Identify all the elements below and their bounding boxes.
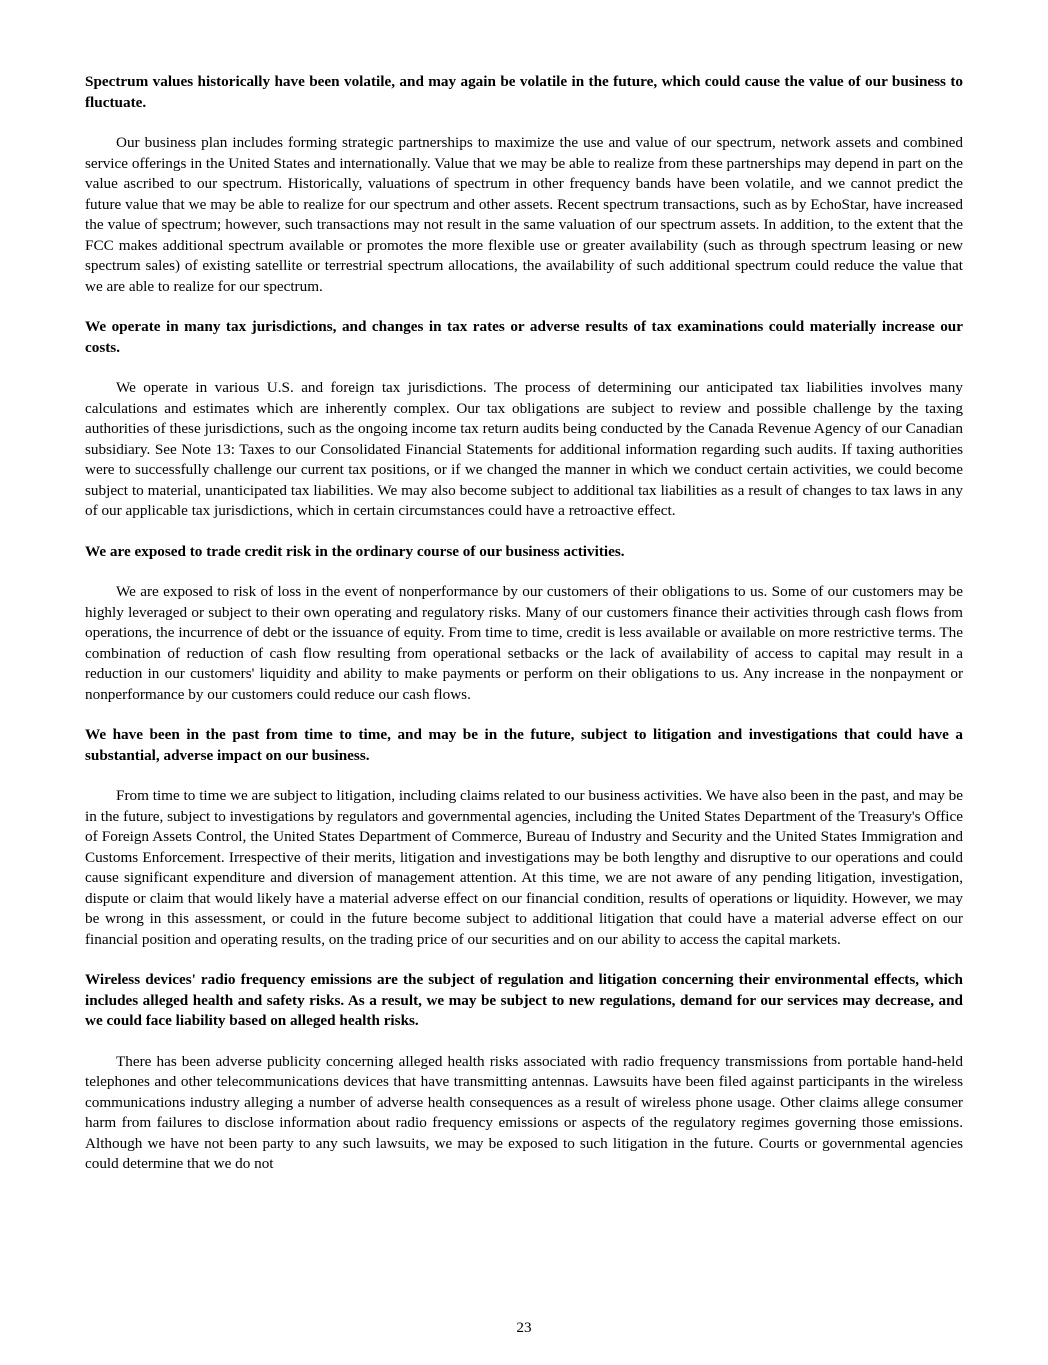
section-heading-tax: We operate in many tax jurisdictions, and changes in tax rates or adverse results of tax examinations could materially increase our costs. — [85, 318, 963, 356]
section-body-litigation: From time to time we are subject to litigation, including claims related to our business activities. We have also been in the past, and may be in the future, subject to investigations by regulators and governmental agencies, including the United States Department of the Treasury's Office of Foreign Assets Control, the United States Department of Commerce, Bureau of Industry and Security and the United States Immigration and Customs Enforcement. Irrespective of their merits, litigation and investigations may be both lengthy and disruptive to our operations and could cause significant expenditure and diversion of management attention. At this time, we are not aware of any pending litigation, investigation, dispute or claim that would likely have a material adverse effect on our financial condition, results of operations or liquidity. However, we may be wrong in this assessment, or could in the future become subject to additional litigation that could have a material adverse effect on our financial position and operating results, on the trading price of our securities and on our ability to access the capital markets. — [85, 787, 963, 948]
section-heading-spectrum: Spectrum values historically have been volatile, and may again be volatile in the future, which could cause the value of our business to fluctuate. — [85, 73, 963, 111]
section-heading-radio-frequency: Wireless devices' radio frequency emissions are the subject of regulation and litigation concerning their environmental effects, which includes alleged health and safety risks. As a result, we may be subject to new regulations, demand for our services may decrease, and we could face liability based on alleged health risks. — [85, 971, 963, 1029]
document-page — [85, 72, 963, 1195]
section-heading-credit-risk: We are exposed to trade credit risk in the ordinary course of our business activities. — [85, 542, 625, 560]
section-body-spectrum: Our business plan includes forming strategic partnerships to maximize the use and value of our spectrum, network assets and combined service offerings in the United States and internationally. Value that we may be able to realize from these partnerships may depend in part on the value ascribed to our spectrum. Historically, valuations of spectrum in other frequency bands have been volatile, and we cannot predict the future value that we may be able to realize for our spectrum and other assets. Recent spectrum transactions, such as by EchoStar, have increased the value of spectrum; however, such transactions may not result in the same valuation of our spectrum assets. In addition, to the extent that the FCC makes additional spectrum available or promotes the more flexible use or greater availability (such as through spectrum leasing or new spectrum sales) of existing satellite or terrestrial spectrum allocations, the availability of such additional spectrum could reduce the value that we are able to realize for our spectrum. — [85, 134, 963, 295]
section-body-credit-risk: We are exposed to risk of loss in the event of nonperformance by our customers of their obligations to us. Some of our customers may be highly leveraged or subject to their own operating and regulatory risks. Many of our customers finance their activities through cash flows from operations, the incurrence of debt or the issuance of equity. From time to time, credit is less available or available on more restrictive terms. The combination of reduction of cash flow resulting from operational setbacks or the lack of availability of access to capital may result in a reduction in our customers' liquidity and ability to make payments or perform on their obligations to us. Any increase in the nonpayment or nonperformance by our customers could reduce our cash flows. — [85, 583, 963, 703]
page-number: 23 — [516, 1319, 532, 1336]
section-body-tax: We operate in various U.S. and foreign tax jurisdictions. The process of determining our anticipated tax liabilities involves many calculations and estimates which are inherently complex. Our tax obligations are subject to review and possible challenge by the taxing authorities of these jurisdictions, such as the ongoing income tax return audits being conducted by the Canada Revenue Agency of our Canadian subsidiary. See Note 13: Taxes to our Consolidated Financial Statements for additional information regarding such audits. If taxing authorities were to successfully challenge our current tax positions, or if we changed the manner in which we conduct certain activities, we could become subject to material, unanticipated tax liabilities. We may also become subject to additional tax liabilities as a result of changes to tax laws in any of our applicable tax jurisdictions, which in certain circumstances could have a retroactive effect. — [85, 379, 963, 519]
section-body-radio-frequency: There has been adverse publicity concerning alleged health risks associated with radio frequency transmissions from portable hand-held telephones and other telecommunications devices that have transmitting antennas. Lawsuits have been filed against participants in the wireless communications industry alleging a number of adverse health consequences as a result of wireless phone usage. Other claims allege consumer harm from failures to disclose information about radio frequency emissions or aspects of the regulatory regimes governing those emissions. Although we have not been party to any such lawsuits, we may be exposed to such litigation in the future. Courts or governmental agencies could determine that we do not — [85, 1052, 963, 1172]
section-heading-litigation: We have been in the past from time to time, and may be in the future, subject to litigation and investigations that could have a substantial, adverse impact on our business. — [85, 726, 963, 764]
